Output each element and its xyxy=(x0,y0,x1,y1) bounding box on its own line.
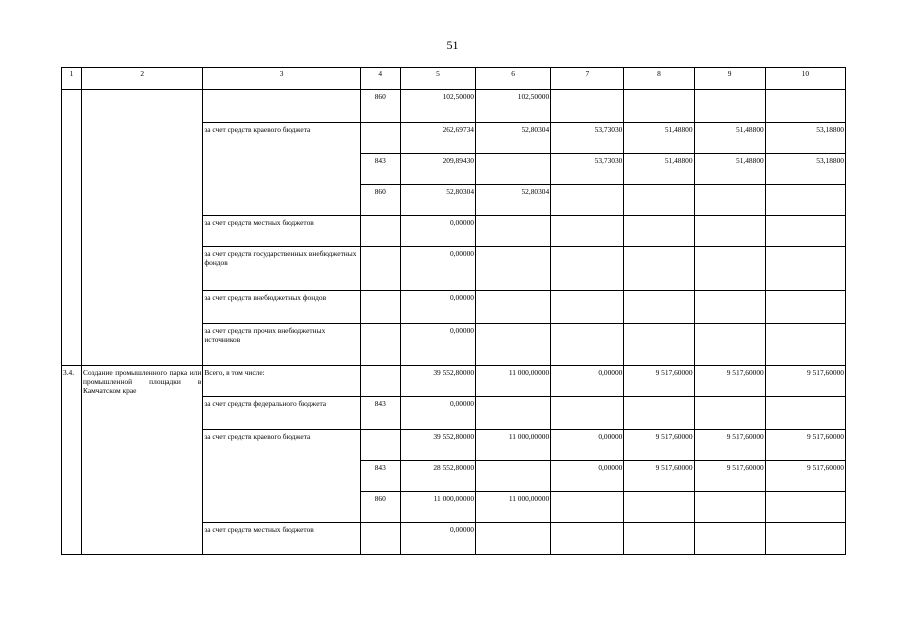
cell-source xyxy=(203,90,360,123)
cell-year: 9 517,60000 xyxy=(624,430,694,461)
cell-year: 9 517,60000 xyxy=(765,461,845,492)
cell-code xyxy=(360,216,400,247)
cell-year xyxy=(551,523,624,555)
cell-event-name: Создание промышленного парка или промышленной площадки в Камчатском крае xyxy=(82,366,203,555)
cell-source: за счет средств местных бюджетов xyxy=(203,216,360,247)
cell-code: 843 xyxy=(360,154,400,185)
cell-code xyxy=(360,324,400,366)
cell-year xyxy=(765,185,845,216)
cell-year: 11 000,00000 xyxy=(476,492,551,523)
cell-code: 860 xyxy=(360,90,400,123)
cell-source: Всего, в том числе: xyxy=(203,366,360,397)
cell-year xyxy=(694,216,765,247)
cell-total: 209,89430 xyxy=(400,154,475,185)
cell-year xyxy=(694,185,765,216)
cell-total: 39 552,80000 xyxy=(400,366,475,397)
cell-year xyxy=(694,90,765,123)
cell-year xyxy=(624,90,694,123)
cell-year: 0,00000 xyxy=(551,461,624,492)
cell-year xyxy=(476,523,551,555)
cell-source: за счет средств федерального бюджета xyxy=(203,397,360,430)
cell-year: 52,80304 xyxy=(476,185,551,216)
cell-year xyxy=(476,291,551,324)
cell-year: 51,48800 xyxy=(694,123,765,154)
cell-year: 53,18800 xyxy=(765,154,845,185)
cell-year xyxy=(551,324,624,366)
cell-year xyxy=(765,523,845,555)
cell-source: за счет средств внебюджетных фондов xyxy=(203,291,360,324)
cell-code: 860 xyxy=(360,492,400,523)
cell-year xyxy=(476,397,551,430)
cell-total: 0,00000 xyxy=(400,523,475,555)
cell-code xyxy=(360,430,400,461)
table-row xyxy=(62,90,846,123)
header-cell: 6 xyxy=(476,68,551,90)
cell-source: за счет средств местных бюджетов xyxy=(203,523,360,555)
cell-source: за счет средств краевого бюджета xyxy=(203,123,360,216)
cell-total: 11 000,00000 xyxy=(400,492,475,523)
cell-year xyxy=(476,154,551,185)
cell-year xyxy=(694,247,765,291)
cell-code xyxy=(360,291,400,324)
cell-source: за счет средств государственных внебюджетных фондов xyxy=(203,247,360,291)
cell-year xyxy=(476,216,551,247)
header-cell: 3 xyxy=(203,68,360,90)
cell-year: 9 517,60000 xyxy=(765,430,845,461)
cell-total: 39 552,80000 xyxy=(400,430,475,461)
cell-year xyxy=(551,492,624,523)
cell-year: 51,48800 xyxy=(624,154,694,185)
page-number: 51 xyxy=(446,38,459,52)
cell-year: 11 000,00000 xyxy=(476,366,551,397)
cell-event-name xyxy=(82,90,203,366)
cell-code xyxy=(360,523,400,555)
cell-year xyxy=(694,324,765,366)
cell-year xyxy=(551,216,624,247)
cell-year xyxy=(624,247,694,291)
cell-year xyxy=(694,523,765,555)
cell-year: 0,00000 xyxy=(551,366,624,397)
cell-code: 860 xyxy=(360,185,400,216)
header-cell: 10 xyxy=(765,68,845,90)
cell-total: 0,00000 xyxy=(400,324,475,366)
cell-year xyxy=(551,90,624,123)
cell-year: 53,73030 xyxy=(551,154,624,185)
cell-year: 52,80304 xyxy=(476,123,551,154)
cell-year xyxy=(476,324,551,366)
cell-year: 53,73030 xyxy=(551,123,624,154)
cell-year xyxy=(765,291,845,324)
cell-total: 0,00000 xyxy=(400,291,475,324)
cell-year xyxy=(476,461,551,492)
cell-year: 11 000,00000 xyxy=(476,430,551,461)
cell-year xyxy=(765,492,845,523)
cell-total: 52,80304 xyxy=(400,185,475,216)
cell-year xyxy=(476,247,551,291)
header-cell: 7 xyxy=(551,68,624,90)
cell-code xyxy=(360,366,400,397)
cell-year xyxy=(765,90,845,123)
header-cell: 4 xyxy=(360,68,400,90)
cell-year xyxy=(624,397,694,430)
cell-year: 53,18800 xyxy=(765,123,845,154)
cell-year xyxy=(551,185,624,216)
cell-year xyxy=(765,324,845,366)
cell-code: 843 xyxy=(360,461,400,492)
cell-total: 0,00000 xyxy=(400,247,475,291)
cell-year xyxy=(551,291,624,324)
header-row xyxy=(62,68,846,90)
cell-total: 102,50000 xyxy=(400,90,475,123)
header-cell: 2 xyxy=(82,68,203,90)
cell-year: 9 517,60000 xyxy=(765,366,845,397)
cell-year xyxy=(624,492,694,523)
cell-year xyxy=(551,247,624,291)
cell-code: 843 xyxy=(360,397,400,430)
cell-source: за счет средств прочих внебюджетных источников xyxy=(203,324,360,366)
cell-year xyxy=(765,247,845,291)
cell-year: 51,48800 xyxy=(624,123,694,154)
cell-year xyxy=(624,324,694,366)
cell-year: 9 517,60000 xyxy=(624,366,694,397)
table-row xyxy=(62,366,846,397)
cell-year xyxy=(694,492,765,523)
cell-code xyxy=(360,123,400,154)
cell-year: 0,00000 xyxy=(551,430,624,461)
cell-year: 102,50000 xyxy=(476,90,551,123)
cell-year: 9 517,60000 xyxy=(694,430,765,461)
cell-year xyxy=(765,397,845,430)
header-cell: 5 xyxy=(400,68,475,90)
cell-year xyxy=(694,291,765,324)
cell-total: 0,00000 xyxy=(400,397,475,430)
header-cell: 1 xyxy=(62,68,82,90)
cell-year: 51,48800 xyxy=(694,154,765,185)
cell-source: за счет средств краевого бюджета xyxy=(203,430,360,523)
header-cell: 8 xyxy=(624,68,694,90)
cell-year xyxy=(551,397,624,430)
cell-total: 0,00000 xyxy=(400,216,475,247)
cell-year xyxy=(624,291,694,324)
cell-total: 262,69734 xyxy=(400,123,475,154)
cell-total: 28 552,80000 xyxy=(400,461,475,492)
cell-year: 9 517,60000 xyxy=(694,366,765,397)
cell-year: 9 517,60000 xyxy=(694,461,765,492)
budget-table xyxy=(61,67,846,555)
cell-year xyxy=(694,397,765,430)
cell-year: 9 517,60000 xyxy=(624,461,694,492)
cell-year xyxy=(624,523,694,555)
cell-year xyxy=(624,216,694,247)
cell-code xyxy=(360,247,400,291)
cell-year xyxy=(624,185,694,216)
cell-number: 3.4. xyxy=(62,366,82,555)
cell-year xyxy=(765,216,845,247)
cell-number xyxy=(62,90,82,366)
header-cell: 9 xyxy=(694,68,765,90)
